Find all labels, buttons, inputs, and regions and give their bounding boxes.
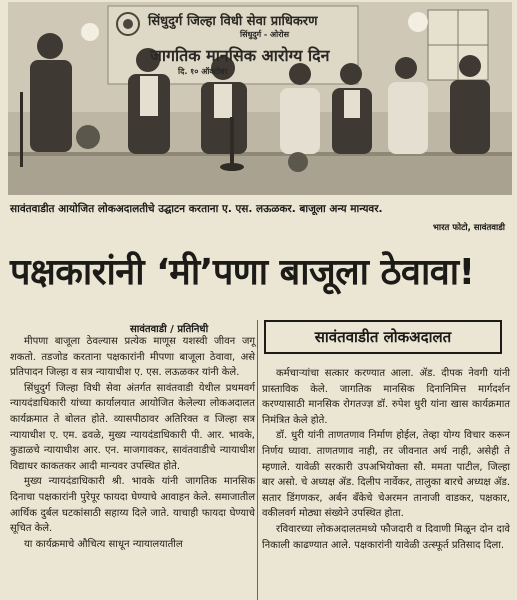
banner-line-2: सिंधुदुर्ग - ओरोस [240,30,289,39]
photo-credit: भारत फोटो, सावंतवाडी [432,223,505,233]
dateline: सावंतवाडी / प्रतिनिधी [130,324,209,335]
article-column-right [262,366,510,553]
banner-line-4: दि. १० ऑक्टोबर [178,67,228,76]
column-divider [257,320,258,600]
photo-caption: सावंतवाडीत आयोजित लोकअदालतीचे उद्घाटन करताना ए. एस. लऊळकर. बाजूला अन्य मान्यवर. [10,203,383,215]
article-column-left [10,334,255,552]
event-photo [8,2,512,195]
left-paragraph-3: मुख्य न्यायदंडाधिकारी श्री. भावके यांनी जागतिक मानसिक दिनाचा पक्षकारांनी पुरेपूर फायदा घेण्याचे आवाहन केले. समाजातील आर्थिक दुर्बल घटकांसाठी सहाय्य दिले जाते. याचाही फायदा घेण्याचे सूचित केले. [10,476,255,535]
left-paragraph-2: सिंधुदुर्ग जिल्हा विधी सेवा अंतर्गत सावंतवाडी येथील प्रथमवर्ग न्यायदंडाधिकारी यांच्या कार्यालयात आयोजित केलेल्या लोकअदालत कार्यक्रमात ते बोलत होते. व्यासपीठावर अतिरिक्त व जिल्हा सत्र न्यायाधीश ए. एम. ढवळे, मुख्य न्यायदंडाधिकारी पी. आर. भावके, कुडाळचे न्यायाधीश आर. एन. माजगावकर, सावंतवाडीचे न्यायाधीश विद्याधर काकतकर आदी मान्यवर उपस्थित होते. [10,382,255,472]
left-paragraph-1: मीपणा बाजूला ठेवल्यास प्रत्येक माणूस यशस्वी जीवन जगू शकतो. तडजोड करताना पक्षकारांनी मीपणा बाजूला ठेवावा, असे प्रतिपादन जिल्हा व सत्र न्यायाधीश ए. एस. लऊळकर यांनी केले. [10,336,255,379]
article-headline: पक्षकारांनी ‘मी’पणा बाजूला ठेवावा! [10,252,475,293]
left-paragraph-4: या कार्यक्रमाचे औचित्य साधून न्यायालयातील [24,538,183,550]
right-paragraph-3: रविवारच्या लोकअदालतमध्ये फौजदारी व दिवाणी मिळून दोन दावे निकाली काढण्यात आले. पक्षकारांनी यावेळी उत्स्फूर्त प्रतिसाद दिला. [262,523,510,551]
sub-headline: सावंतवाडीत लोकअदालत [264,320,502,354]
banner-line-3: जागतिक मानसिक आरोग्य दिन [150,46,330,65]
right-paragraph-2: डॉ. धुरी यांनी ताणतणाव निर्माण होईल, तेव्हा योग्य विचार करून निर्णय घ्यावा. ताणतणाव नाही, तर जीवनात अर्थ नाही, असेही ते म्हणाले. यावेळी सरकारी उपअभियोक्ता सौ. ममता पाटील, जिल्हा बार असो. चे अध्यक्ष ॲड. दिलीप नार्वेकर, तालुका बारचे अध्यक्ष ॲड. सतार डिंगणकर, अर्बन बँकेचे चेअरमन तानाजी वाडकर, पक्षकार, वकीलवर्ग मोठ्या संख्येने उपस्थित होता. [262,430,510,520]
banner-line-1: सिंधुदुर्ग जिल्हा विधी सेवा प्राधिकरण [148,14,318,29]
right-paragraph-1: कर्मचाऱ्यांचा सत्कार करण्यात आला. ॲड. दीपक नेवगी यांनी प्रास्ताविक केले. जागतिक मानसिक दिनानिमित्त मार्गदर्शन करण्यासाठी मानसिक रोगतज्ज्ञ डॉ. रुपेश धुरी यांना खास कार्यक्रमात निमंत्रित केले होते. [262,368,510,426]
